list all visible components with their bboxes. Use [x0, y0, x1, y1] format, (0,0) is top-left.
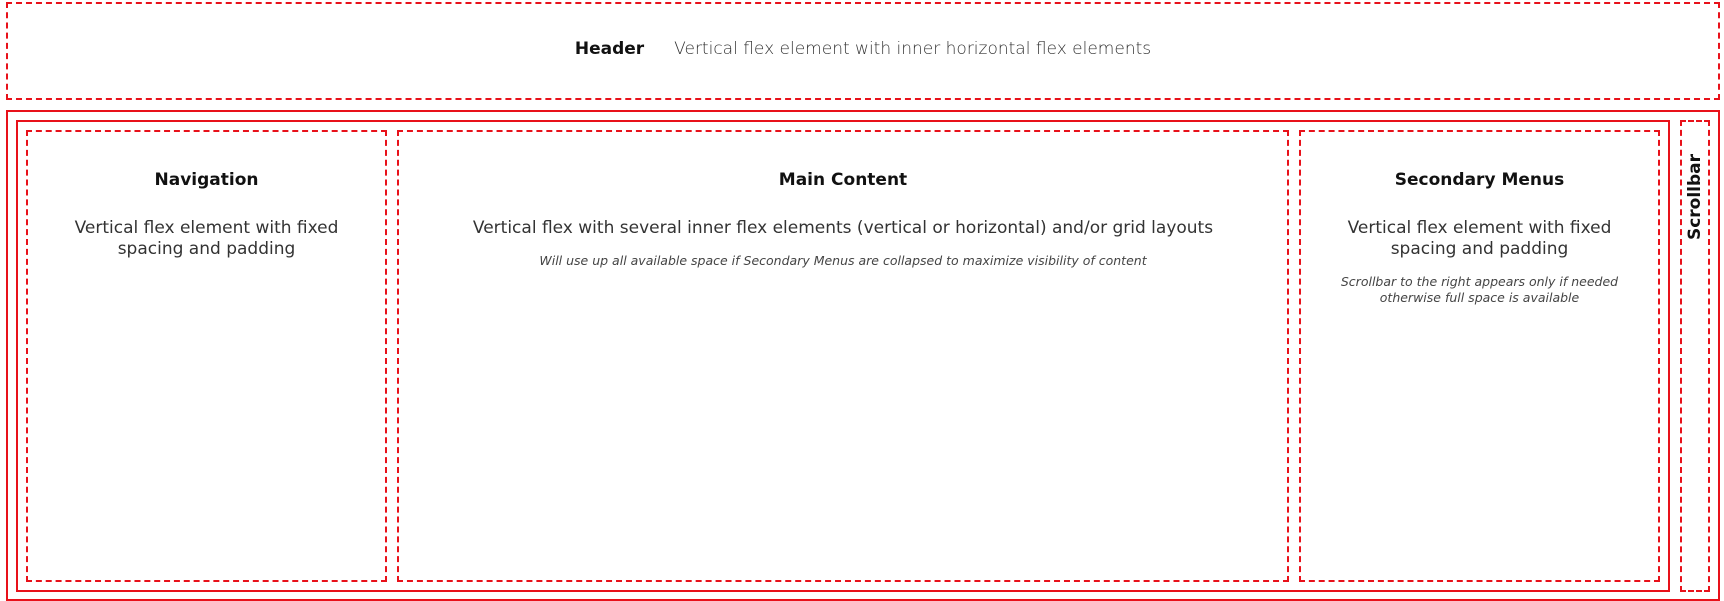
main-content-note: Will use up all available space if Secondary Menus are collapsed to maximize visibility of content — [539, 253, 1147, 268]
header-content — [8, 4, 1718, 98]
navigation-description: Vertical flex element with fixed spacing and padding — [74, 218, 339, 259]
scrollbar-label-wrap — [1684, 152, 1706, 242]
header-title: Header — [574, 39, 645, 59]
secondary-menus-note: Scrollbar to the right appears only if needed otherwise full space is available — [1340, 274, 1619, 305]
main-content-description: Vertical flex with several inner flex elements (vertical or horizontal) and/or grid layouts — [472, 218, 1214, 238]
secondary-menus-title: Secondary Menus — [1394, 170, 1565, 190]
secondary-menus-region — [1299, 130, 1660, 582]
header-description: Vertical flex element with inner horizontal flex elements — [674, 39, 1152, 59]
navigation-title: Navigation — [154, 170, 259, 190]
scrollbar-region — [1680, 120, 1710, 592]
header-region — [6, 2, 1720, 100]
main-content-region — [397, 130, 1289, 582]
secondary-menus-description: Vertical flex element with fixed spacing and padding — [1347, 218, 1612, 259]
main-content-title: Main Content — [778, 170, 908, 190]
navigation-region — [26, 130, 387, 582]
scrollbar-label: Scrollbar — [1685, 153, 1705, 241]
